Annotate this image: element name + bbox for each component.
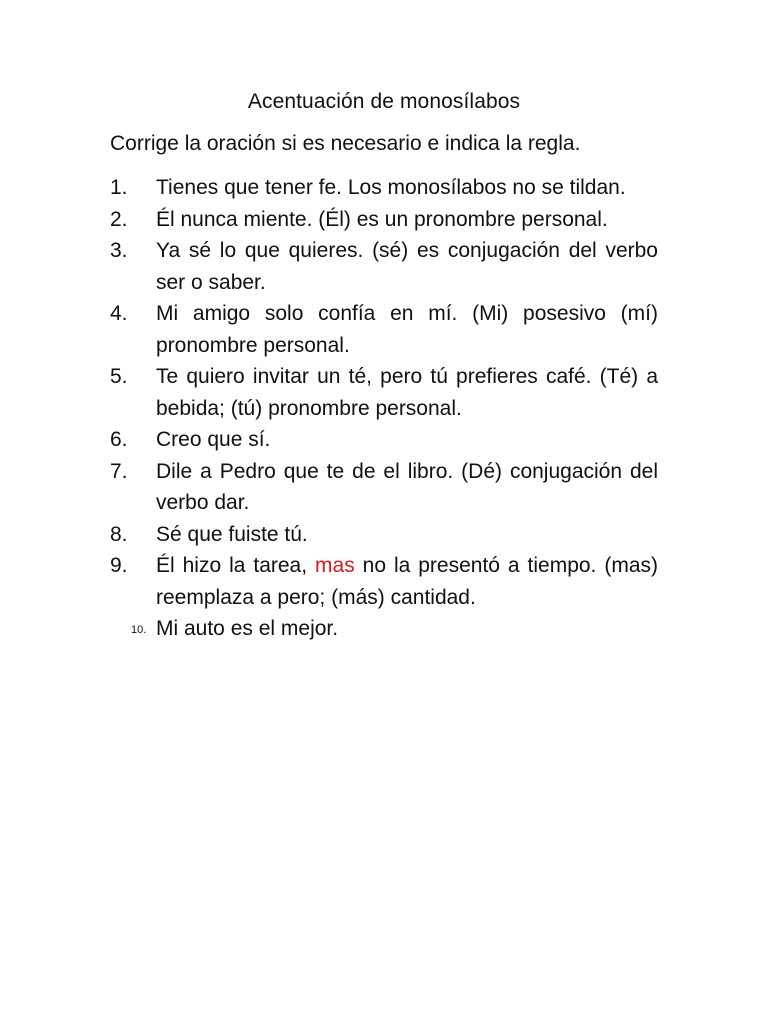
item-text (156, 554, 658, 609)
list-item (110, 172, 658, 204)
item-number: 9. (110, 554, 128, 577)
item-number: 5. (110, 365, 128, 388)
list-item (110, 204, 658, 236)
item-text: Ya sé lo que quieres. (sé) es conjugación del verbo ser o saber. (156, 239, 658, 294)
list-item (110, 519, 658, 551)
item-number: 1. (110, 176, 128, 199)
item-text: Te quiero invitar un té, pero tú prefieres café. (Té) a bebida; (tú) pronombre personal. (156, 365, 658, 420)
list-item (110, 361, 658, 424)
list-item (110, 235, 658, 298)
instruction-text: Corrige la oración si es necesario e indica la regla. (110, 132, 581, 155)
item-number: 10. (131, 624, 147, 636)
item-text: Dile a Pedro que te de el libro. (Dé) conjugación del verbo dar. (156, 459, 658, 514)
item-text: Mi auto es el mejor. (156, 617, 339, 640)
list-item (110, 456, 658, 519)
item-number: 2. (110, 207, 128, 231)
item-number: 8. (110, 522, 128, 546)
item-number: 4. (110, 302, 128, 325)
document-title: Acentuación de monosílabos (247, 90, 521, 113)
item-text: Mi amigo solo confía en mí. (Mi) posesivo (mí) pronombre personal. (156, 302, 658, 357)
item-text-after: no la presentó a tiempo. (mas) reemplaza a pero; (más) cantidad. (156, 554, 658, 609)
item-text: Tienes que tener fe. Los monosílabos no se tildan. (156, 176, 626, 199)
item-text: Él nunca miente. (Él) es un pronombre personal. (156, 207, 608, 231)
item-text-before: Él hizo la tarea, (156, 554, 316, 577)
item-text: Sé que fuiste tú. (156, 522, 308, 546)
exercise-list (110, 172, 658, 645)
item-number: 6. (110, 428, 128, 451)
highlighted-word: mas (315, 554, 355, 577)
list-item (110, 613, 658, 645)
item-number: 7. (110, 459, 128, 483)
list-item (110, 550, 658, 613)
list-item (110, 298, 658, 361)
list-item (110, 424, 658, 456)
item-number: 3. (110, 239, 128, 262)
item-text: Creo que sí. (156, 428, 271, 451)
